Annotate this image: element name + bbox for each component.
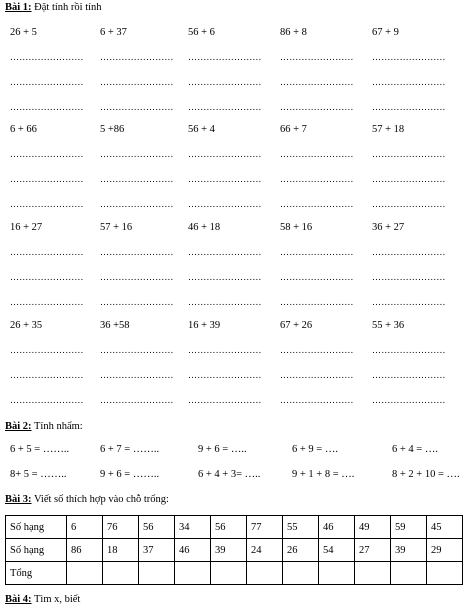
answer-line[interactable]: …………………… (100, 52, 174, 62)
answer-line[interactable]: …………………… (280, 199, 354, 209)
answer-line[interactable]: …………………… (372, 395, 446, 405)
answer-line[interactable]: …………………… (10, 149, 84, 159)
table-cell: 29 (427, 539, 463, 562)
answer-line[interactable]: …………………… (372, 102, 446, 112)
answer-line[interactable]: …………………… (280, 174, 354, 184)
table-cell: 46 (319, 516, 355, 539)
answer-line[interactable]: …………………… (100, 395, 174, 405)
table-cell: 45 (427, 516, 463, 539)
mental-math-item: 6 + 4 = …. (392, 444, 438, 455)
answer-line[interactable]: …………………… (100, 272, 174, 282)
table-cell: 24 (247, 539, 283, 562)
answer-line[interactable]: …………………… (188, 395, 262, 405)
table-cell: 27 (355, 539, 391, 562)
answer-line[interactable]: …………………… (100, 199, 174, 209)
table-cell: 39 (211, 539, 247, 562)
problem-expression: 58 + 16 (280, 222, 313, 233)
problem-expression: 67 + 9 (372, 27, 399, 38)
mental-math-item: 6 + 4 + 3= ….. (198, 469, 261, 480)
exercise-2-instruction: Tính nhẩm: (31, 421, 83, 432)
problem-expression: 56 + 6 (188, 27, 215, 38)
exercise-2-label: Bài 2: (5, 421, 32, 432)
problem-expression: 57 + 16 (100, 222, 133, 233)
answer-line[interactable]: …………………… (280, 52, 354, 62)
answer-line[interactable]: …………………… (10, 345, 84, 355)
answer-line[interactable]: …………………… (188, 247, 262, 257)
table-cell: 18 (103, 539, 139, 562)
table-cell: 86 (67, 539, 103, 562)
problem-expression: 26 + 35 (10, 320, 43, 331)
answer-line[interactable]: …………………… (188, 52, 262, 62)
sum-cell[interactable] (427, 562, 463, 585)
answer-line[interactable]: …………………… (188, 77, 262, 87)
table-cell: 76 (103, 516, 139, 539)
answer-line[interactable]: …………………… (372, 174, 446, 184)
sum-cell[interactable] (283, 562, 319, 585)
answer-line[interactable]: …………………… (280, 77, 354, 87)
sum-cell[interactable] (175, 562, 211, 585)
answer-line[interactable]: …………………… (10, 272, 84, 282)
mental-math-item: 8+ 5 = …….. (10, 469, 67, 480)
answer-line[interactable]: …………………… (100, 174, 174, 184)
row-header: Số hạng (6, 516, 67, 539)
exercise-1-heading (5, 2, 102, 13)
mental-math-item: 9 + 6 = ….. (198, 444, 247, 455)
answer-line[interactable]: …………………… (10, 102, 84, 112)
problem-expression: 36 +58 (100, 320, 130, 331)
answer-line[interactable]: …………………… (280, 149, 354, 159)
answer-line[interactable]: …………………… (372, 247, 446, 257)
sum-cell[interactable] (139, 562, 175, 585)
answer-line[interactable]: …………………… (100, 370, 174, 380)
problem-expression: 36 + 27 (372, 222, 405, 233)
answer-line[interactable]: …………………… (280, 102, 354, 112)
answer-line[interactable]: …………………… (10, 77, 84, 87)
row-header: Tổng (6, 562, 67, 585)
table-cell: 54 (319, 539, 355, 562)
problem-expression: 56 + 4 (188, 124, 215, 135)
answer-line[interactable]: …………………… (10, 199, 84, 209)
problem-expression: 55 + 36 (372, 320, 405, 331)
mental-math-item: 6 + 5 = …….. (10, 444, 70, 455)
table-cell: 39 (391, 539, 427, 562)
mental-math-item: 9 + 1 + 8 = …. (292, 469, 355, 480)
problem-expression: 57 + 18 (372, 124, 405, 135)
exercise-1-label: Bài 1: (5, 2, 32, 13)
problem-expression: 16 + 27 (10, 222, 43, 233)
answer-line[interactable]: …………………… (10, 395, 84, 405)
table-cell: 49 (355, 516, 391, 539)
problem-expression: 66 + 7 (280, 124, 307, 135)
problem-expression: 86 + 8 (280, 27, 307, 38)
table-cell: 6 (67, 516, 103, 539)
mental-math-item: 9 + 6 = …….. (100, 469, 160, 480)
answer-line[interactable]: …………………… (372, 199, 446, 209)
answer-line[interactable]: …………………… (188, 174, 262, 184)
answer-line[interactable]: …………………… (280, 297, 354, 307)
answer-line[interactable]: …………………… (372, 370, 446, 380)
exercise-3-heading (5, 494, 169, 505)
exercise-2-heading (5, 421, 83, 432)
answer-line[interactable]: …………………… (188, 102, 262, 112)
sum-cell[interactable] (355, 562, 391, 585)
sum-cell[interactable] (103, 562, 139, 585)
exercise-4-heading (5, 594, 80, 605)
table-cell: 37 (139, 539, 175, 562)
answer-line[interactable]: …………………… (188, 199, 262, 209)
table-cell: 59 (391, 516, 427, 539)
addition-table (5, 515, 463, 585)
answer-line[interactable]: …………………… (188, 345, 262, 355)
problem-expression: 6 + 37 (100, 27, 127, 38)
answer-line[interactable]: …………………… (372, 149, 446, 159)
exercise-1-instruction: Đặt tính rồi tính (31, 2, 102, 13)
answer-line[interactable]: …………………… (100, 149, 174, 159)
exercise-3-label: Bài 3: (5, 494, 32, 505)
problem-expression: 67 + 26 (280, 320, 313, 331)
answer-line[interactable]: …………………… (372, 297, 446, 307)
problem-expression: 5 +86 (100, 124, 125, 135)
table-cell: 46 (175, 539, 211, 562)
mental-math-item: 8 + 2 + 10 = …. (392, 469, 460, 480)
answer-line[interactable]: …………………… (100, 345, 174, 355)
sum-cell[interactable] (391, 562, 427, 585)
answer-line[interactable]: …………………… (100, 297, 174, 307)
answer-line[interactable]: …………………… (372, 345, 446, 355)
answer-line[interactable]: …………………… (10, 247, 84, 257)
table-cell: 26 (283, 539, 319, 562)
table-cell: 55 (283, 516, 319, 539)
answer-line[interactable]: …………………… (372, 77, 446, 87)
answer-line[interactable]: …………………… (188, 370, 262, 380)
table-cell: 77 (247, 516, 283, 539)
exercise-4-label: Bài 4: (5, 594, 32, 605)
exercise-3-instruction: Viết số thích hợp vào chỗ trống: (31, 494, 169, 505)
addend-row-1 (6, 516, 463, 539)
answer-line[interactable]: …………………… (100, 77, 174, 87)
answer-line[interactable]: …………………… (280, 247, 354, 257)
answer-line[interactable]: …………………… (280, 345, 354, 355)
addend-row-2 (6, 539, 463, 562)
row-header: Số hạng (6, 539, 67, 562)
exercise-4-instruction: Tìm x, biết (31, 594, 81, 605)
mental-math-item: 6 + 9 = …. (292, 444, 338, 455)
sum-cell[interactable] (247, 562, 283, 585)
answer-line[interactable]: …………………… (280, 272, 354, 282)
table-cell: 34 (175, 516, 211, 539)
answer-line[interactable]: …………………… (188, 272, 262, 282)
answer-line[interactable]: …………………… (372, 272, 446, 282)
answer-line[interactable]: …………………… (100, 102, 174, 112)
answer-line[interactable]: …………………… (10, 52, 84, 62)
sum-row (6, 562, 463, 585)
answer-line[interactable]: …………………… (372, 52, 446, 62)
table-cell: 56 (211, 516, 247, 539)
sum-cell[interactable] (67, 562, 103, 585)
problem-expression: 46 + 18 (188, 222, 221, 233)
problem-expression: 26 + 5 (10, 27, 37, 38)
problem-expression: 6 + 66 (10, 124, 37, 135)
answer-line[interactable]: …………………… (280, 395, 354, 405)
problem-expression: 16 + 39 (188, 320, 221, 331)
mental-math-item: 6 + 7 = …….. (100, 444, 160, 455)
sum-cell[interactable] (211, 562, 247, 585)
answer-line[interactable]: …………………… (188, 297, 262, 307)
answer-line[interactable]: …………………… (10, 297, 84, 307)
answer-line[interactable]: …………………… (188, 149, 262, 159)
table-cell: 56 (139, 516, 175, 539)
answer-line[interactable]: …………………… (10, 174, 84, 184)
answer-line[interactable]: …………………… (10, 370, 84, 380)
answer-line[interactable]: …………………… (280, 370, 354, 380)
sum-cell[interactable] (319, 562, 355, 585)
answer-line[interactable]: …………………… (100, 247, 174, 257)
